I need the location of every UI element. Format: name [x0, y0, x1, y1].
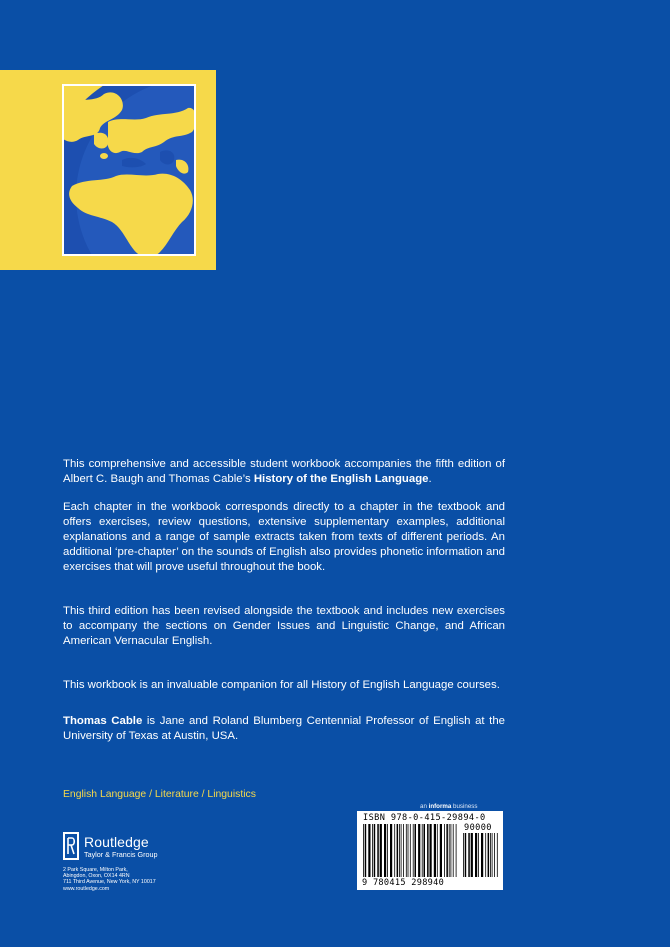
- isbn-barcode: [357, 811, 503, 890]
- blurb-paragraph-1-text: This comprehensive and accessible student workbook accompanies the fifth edition of Albert C. Baugh and Thomas Cable’s: [63, 458, 505, 485]
- blurb-paragraph-1-end: .: [428, 473, 432, 485]
- globe-image: [62, 84, 196, 256]
- cover-image-panel: [0, 70, 216, 270]
- blurb-paragraph-2: Each chapter in the workbook corresponds directly to a chapter in the textbook and offers exercises, review questions, extensive supplementary examples, additional explanations and a range of sample extracts taken from texts of different periods. An additional ‘pre-chapter’ on the sounds of English also provides phonetic information and exercises that will prove useful throughout the book.: [63, 501, 505, 573]
- globe-illustration: [64, 86, 196, 256]
- publisher-website: www.routledge.com: [63, 885, 110, 892]
- blurb-paragraph-4: This workbook is an invaluable companion for all History of English Language courses.: [63, 679, 500, 691]
- subject-categories: English Language / Literature / Linguistics: [63, 789, 256, 800]
- informa-suffix: business: [451, 803, 478, 810]
- address-line: Abingdon, Oxon, OX14 4RN: [63, 873, 130, 880]
- author-bio-text: is Jane and Roland Blumberg Centennial Professor of English at the University of Texas at Austin, USA.: [63, 715, 505, 742]
- blurb-paragraph-3: This third edition has been revised alongside the textbook and includes new exercises to accompany the sections on Gender Issues and Linguistic Change, and African American Vernacular English.: [63, 605, 505, 647]
- publisher-name: Routledge: [84, 834, 149, 850]
- back-cover-blurb: [63, 457, 505, 744]
- publisher-group: Taylor & Francis Group: [84, 850, 158, 859]
- ean-digits: 9 780415 298940: [362, 878, 445, 888]
- informa-brand: informa: [428, 803, 452, 810]
- author-name: Thomas Cable: [63, 715, 143, 727]
- price-code: 90000: [464, 823, 492, 833]
- publisher-logo: [63, 832, 213, 860]
- author-bio: [63, 714, 505, 744]
- textbook-title: History of the English Language: [253, 473, 429, 485]
- publisher-address: [63, 867, 156, 892]
- routledge-emblem-icon: [63, 832, 79, 860]
- informa-prefix: an: [420, 803, 429, 810]
- address-line: 711 Third Avenue, New York, NY 10017: [63, 879, 156, 886]
- isbn-label: ISBN 978-0-415-29894-0: [363, 813, 486, 823]
- address-line: 2 Park Square, Milton Park,: [63, 867, 128, 873]
- blurb-paragraph-1: [63, 457, 505, 487]
- informa-business-line: [420, 803, 477, 810]
